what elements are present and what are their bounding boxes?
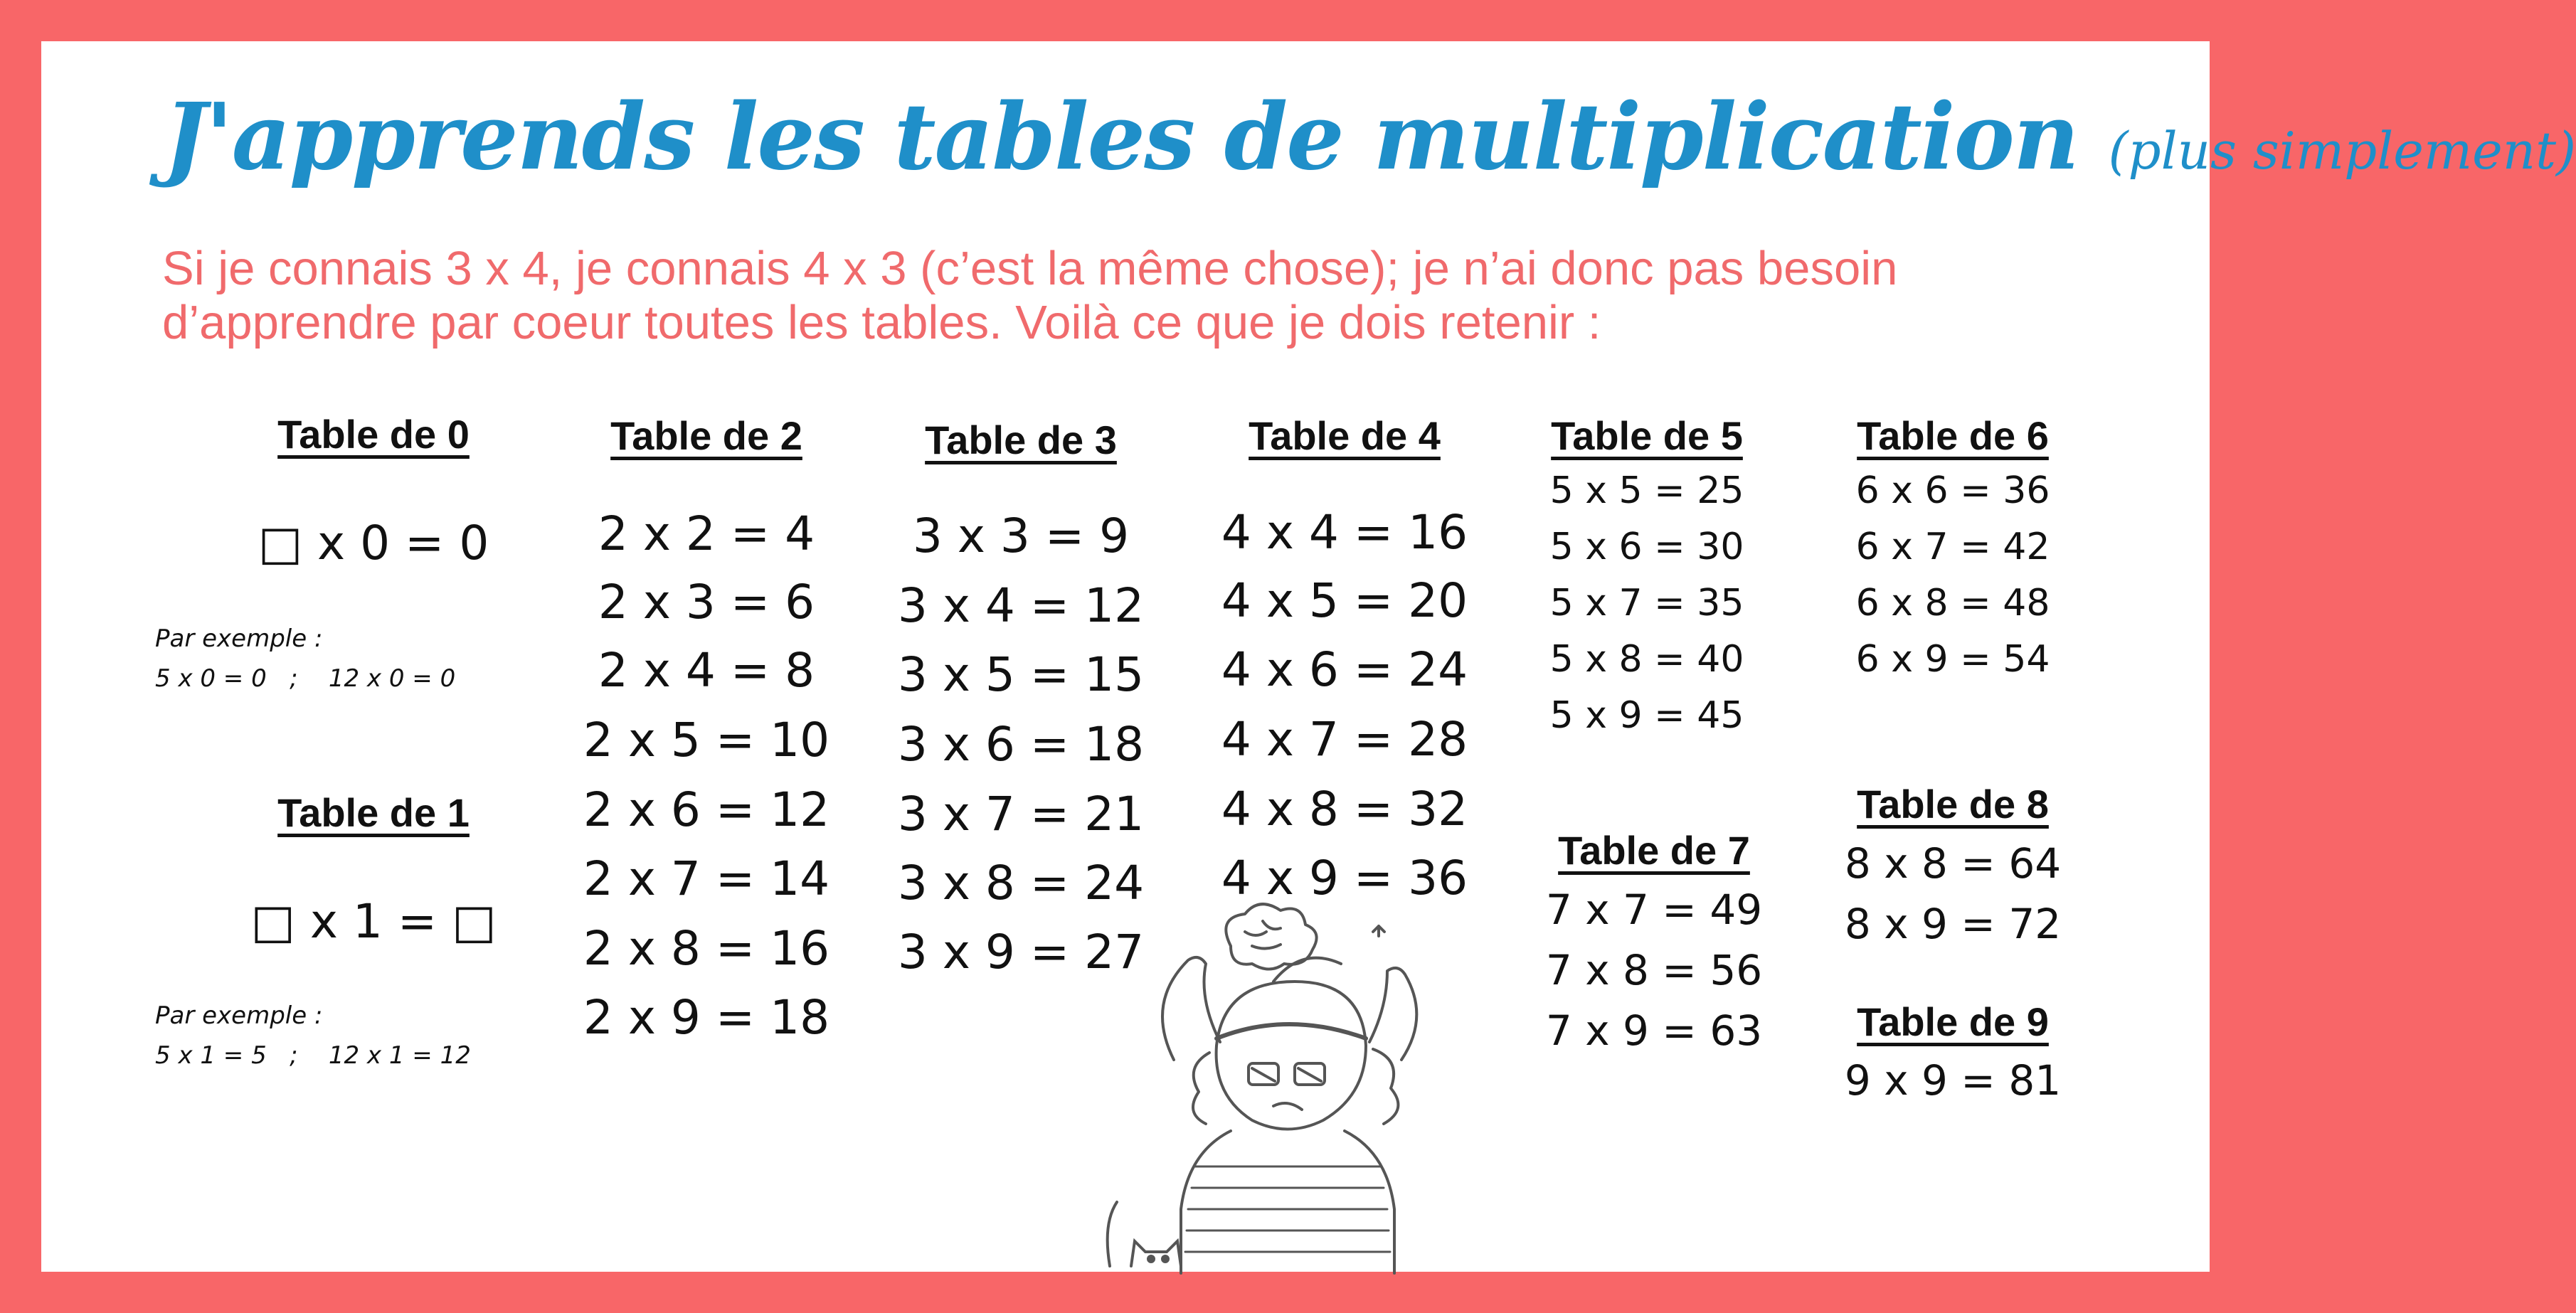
table-2-row: 2 x 8 = 16	[583, 921, 830, 976]
table-5-row: 5 x 8 = 40	[1549, 638, 1744, 681]
example-label: Par exemple :	[155, 624, 323, 653]
sketch-girl-with-open-head-icon	[1088, 903, 1487, 1273]
page-title	[164, 84, 2576, 191]
table-0-row: □ x 0 = 0	[258, 516, 489, 570]
table-4-row: 4 x 4 = 16	[1221, 505, 1468, 560]
table-3-heading: Table de 3	[925, 418, 1117, 462]
table-6-row: 6 x 7 = 42	[1855, 526, 2050, 568]
table-5-row: 5 x 5 = 25	[1549, 469, 1744, 512]
table-6-row: 6 x 9 = 54	[1855, 638, 2050, 681]
table-7-row: 7 x 7 = 49	[1545, 886, 1763, 934]
table-2-row: 2 x 7 = 14	[583, 851, 830, 906]
title-sub: (plus simplement)	[2108, 121, 2576, 181]
table-2-row: 2 x 5 = 10	[583, 713, 830, 767]
table-4-row: 4 x 9 = 36	[1221, 851, 1468, 905]
table-6-row: 6 x 6 = 36	[1855, 469, 2050, 512]
example-label: Par exemple :	[155, 1001, 323, 1030]
table-9-heading: Table de 9	[1857, 999, 2049, 1044]
table-6-heading: Table de 6	[1857, 413, 2049, 458]
table-2-row: 2 x 4 = 8	[598, 643, 815, 698]
table-3-row: 3 x 3 = 9	[912, 509, 1130, 563]
table-5-heading: Table de 5	[1551, 413, 1743, 458]
table-3-row: 3 x 9 = 27	[897, 925, 1145, 979]
table-8-heading: Table de 8	[1857, 782, 2049, 826]
table-1-row: □ x 1 = □	[250, 894, 497, 949]
table-2-heading: Table de 2	[610, 413, 802, 458]
table-5-row: 5 x 7 = 35	[1549, 582, 1744, 624]
table-4-heading: Table de 4	[1249, 413, 1441, 458]
table-4-row: 4 x 5 = 20	[1221, 573, 1468, 628]
table-8-row: 8 x 9 = 72	[1844, 900, 2062, 948]
table-1-heading: Table de 1	[277, 790, 470, 835]
table-5-row: 5 x 9 = 45	[1549, 694, 1744, 737]
table-6-row: 6 x 8 = 48	[1855, 582, 2050, 624]
table-2-row: 2 x 6 = 12	[583, 782, 830, 837]
table-3-row: 3 x 7 = 21	[897, 787, 1145, 841]
table-4-row: 4 x 6 = 24	[1221, 642, 1468, 697]
table-7-heading: Table de 7	[1558, 828, 1750, 873]
table-4-row: 4 x 7 = 28	[1221, 712, 1468, 767]
table-0-heading: Table de 0	[277, 412, 470, 457]
intro-text: Si je connais 3 x 4, je connais 4 x 3 (c’est la même chose); je n’ai donc pas besoin d’apprendre par coeur toutes les tables. Voilà ce que je dois retenir :	[162, 242, 1898, 349]
table-8-row: 8 x 8 = 64	[1844, 839, 2062, 888]
table-3-row: 3 x 4 = 12	[897, 578, 1145, 633]
table-7-row: 7 x 9 = 63	[1545, 1006, 1763, 1055]
example-text: 5 x 0 = 0 ; 12 x 0 = 0	[155, 664, 456, 693]
table-7-row: 7 x 8 = 56	[1545, 946, 1763, 994]
table-4-row: 4 x 8 = 32	[1221, 782, 1468, 836]
example-text: 5 x 1 = 5 ; 12 x 1 = 12	[155, 1041, 471, 1070]
table-5-row: 5 x 6 = 30	[1549, 526, 1744, 568]
table-2-row: 2 x 2 = 4	[598, 506, 815, 561]
table-1-example	[155, 996, 471, 1075]
table-0-example	[155, 619, 455, 698]
table-2-row: 2 x 9 = 18	[583, 990, 830, 1045]
table-3-row: 3 x 5 = 15	[897, 647, 1145, 702]
title-main: J'apprends les tables de multiplication	[164, 84, 2078, 191]
table-9-row: 9 x 9 = 81	[1844, 1056, 2062, 1105]
table-3-row: 3 x 6 = 18	[897, 717, 1145, 772]
table-2-row: 2 x 3 = 6	[598, 575, 815, 629]
table-3-row: 3 x 8 = 24	[897, 856, 1145, 910]
